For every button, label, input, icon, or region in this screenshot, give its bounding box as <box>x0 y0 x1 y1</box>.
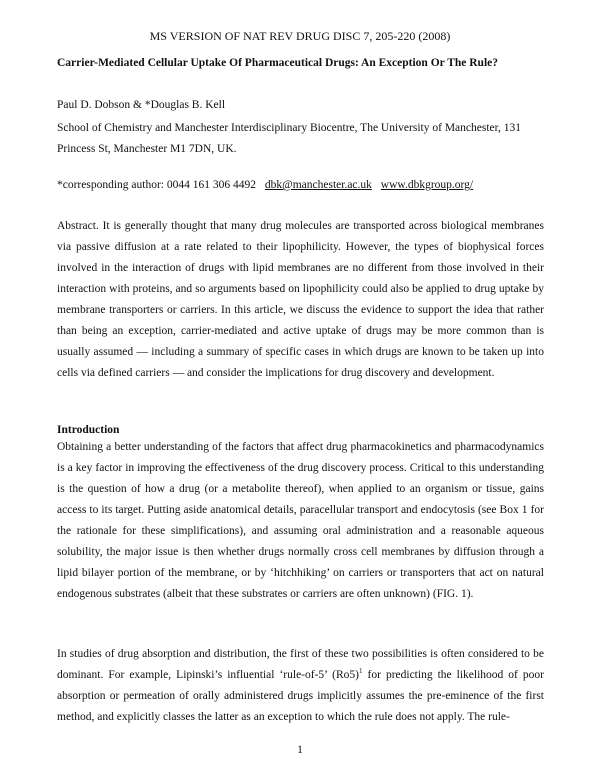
page-number: 1 <box>297 744 303 756</box>
running-header: MS VERSION OF NAT REV DRUG DISC 7, 205-220 (2008) <box>149 29 451 43</box>
affiliation: School of Chemistry and Manchester Interdisciplinary Biocentre, The University of Manchester, 131 Princess St, Manchester M1 7DN, UK. <box>57 122 521 155</box>
website-link[interactable]: www.dbkgroup.org/ <box>380 179 474 191</box>
correspondence-line <box>57 177 557 193</box>
author-list: Paul D. Dobson & *Douglas B. Kell <box>57 99 226 111</box>
introduction-paragraph-2 <box>57 644 544 728</box>
section-heading-introduction: Introduction <box>57 424 120 436</box>
email-link[interactable]: dbk@manchester.ac.uk <box>264 179 372 191</box>
paragraph-2-text-end: for predicting the likelihood of poor absorption or permeation of orally administered drugs implicitly assumes the pre-eminence of the first method, and explicitly classes the latter as an exception to which the rule does not apply. The rule- <box>57 669 544 723</box>
paper-title: Carrier-Mediated Cellular Uptake Of Pharmaceutical Drugs: An Exception Or The Rule? <box>57 57 498 69</box>
introduction-paragraph-1: Obtaining a better understanding of the factors that affect drug pharmacokinetics and pharmacodynamics is a key factor in improving the effectiveness of the drug discovery process. Critical to this understanding is the question of how a drug (or a metabolite thereof), when applied to an organism or tissue, gains access to its target. Putting aside anatomical details, paracellular transport and endocytosis (see Box 1 for the rationale for these simplifications), and assuming oral administration and a reasonable aqueous solubility, the major issue is then whether drugs normally cross cell membranes by diffusion through a lipid bilayer portion of the membrane, or by ‘hitchhiking’ on carriers or transporters that act on natural endogenous substrates (albeit that these substrates or carriers are often unknown) (FIG. 1). <box>57 441 544 600</box>
correspondence-label: *corresponding author: 0044 161 306 4492 <box>57 179 256 191</box>
citation-superscript: 1 <box>359 667 363 676</box>
abstract-paragraph: Abstract. It is generally thought that many drug molecules are transported across biological membranes via passive diffusion at a rate related to their lipophilicity. However, the types of biophysical forces involved in the interaction of drugs with lipid membranes are no different from those involved in their interaction with proteins, and so arguments based on lipophilicity could also be applied to drug uptake by membrane transporters or carriers. In this article, we discuss the evidence to support the idea that rather than being an exception, carrier-mediated and active uptake of drugs may be more common than is usually assumed — including a summary of specific cases in which drugs are known to be taken up into cells via defined carriers — and consider the implications for drug discovery and development. <box>57 220 544 379</box>
paragraph-2-text-start: In studies of drug absorption and distribution, the first of these two possibilities is often considered to be dominant. For example, Lipinski’s influential ‘rule-of-5’ (Ro5) <box>57 648 544 681</box>
